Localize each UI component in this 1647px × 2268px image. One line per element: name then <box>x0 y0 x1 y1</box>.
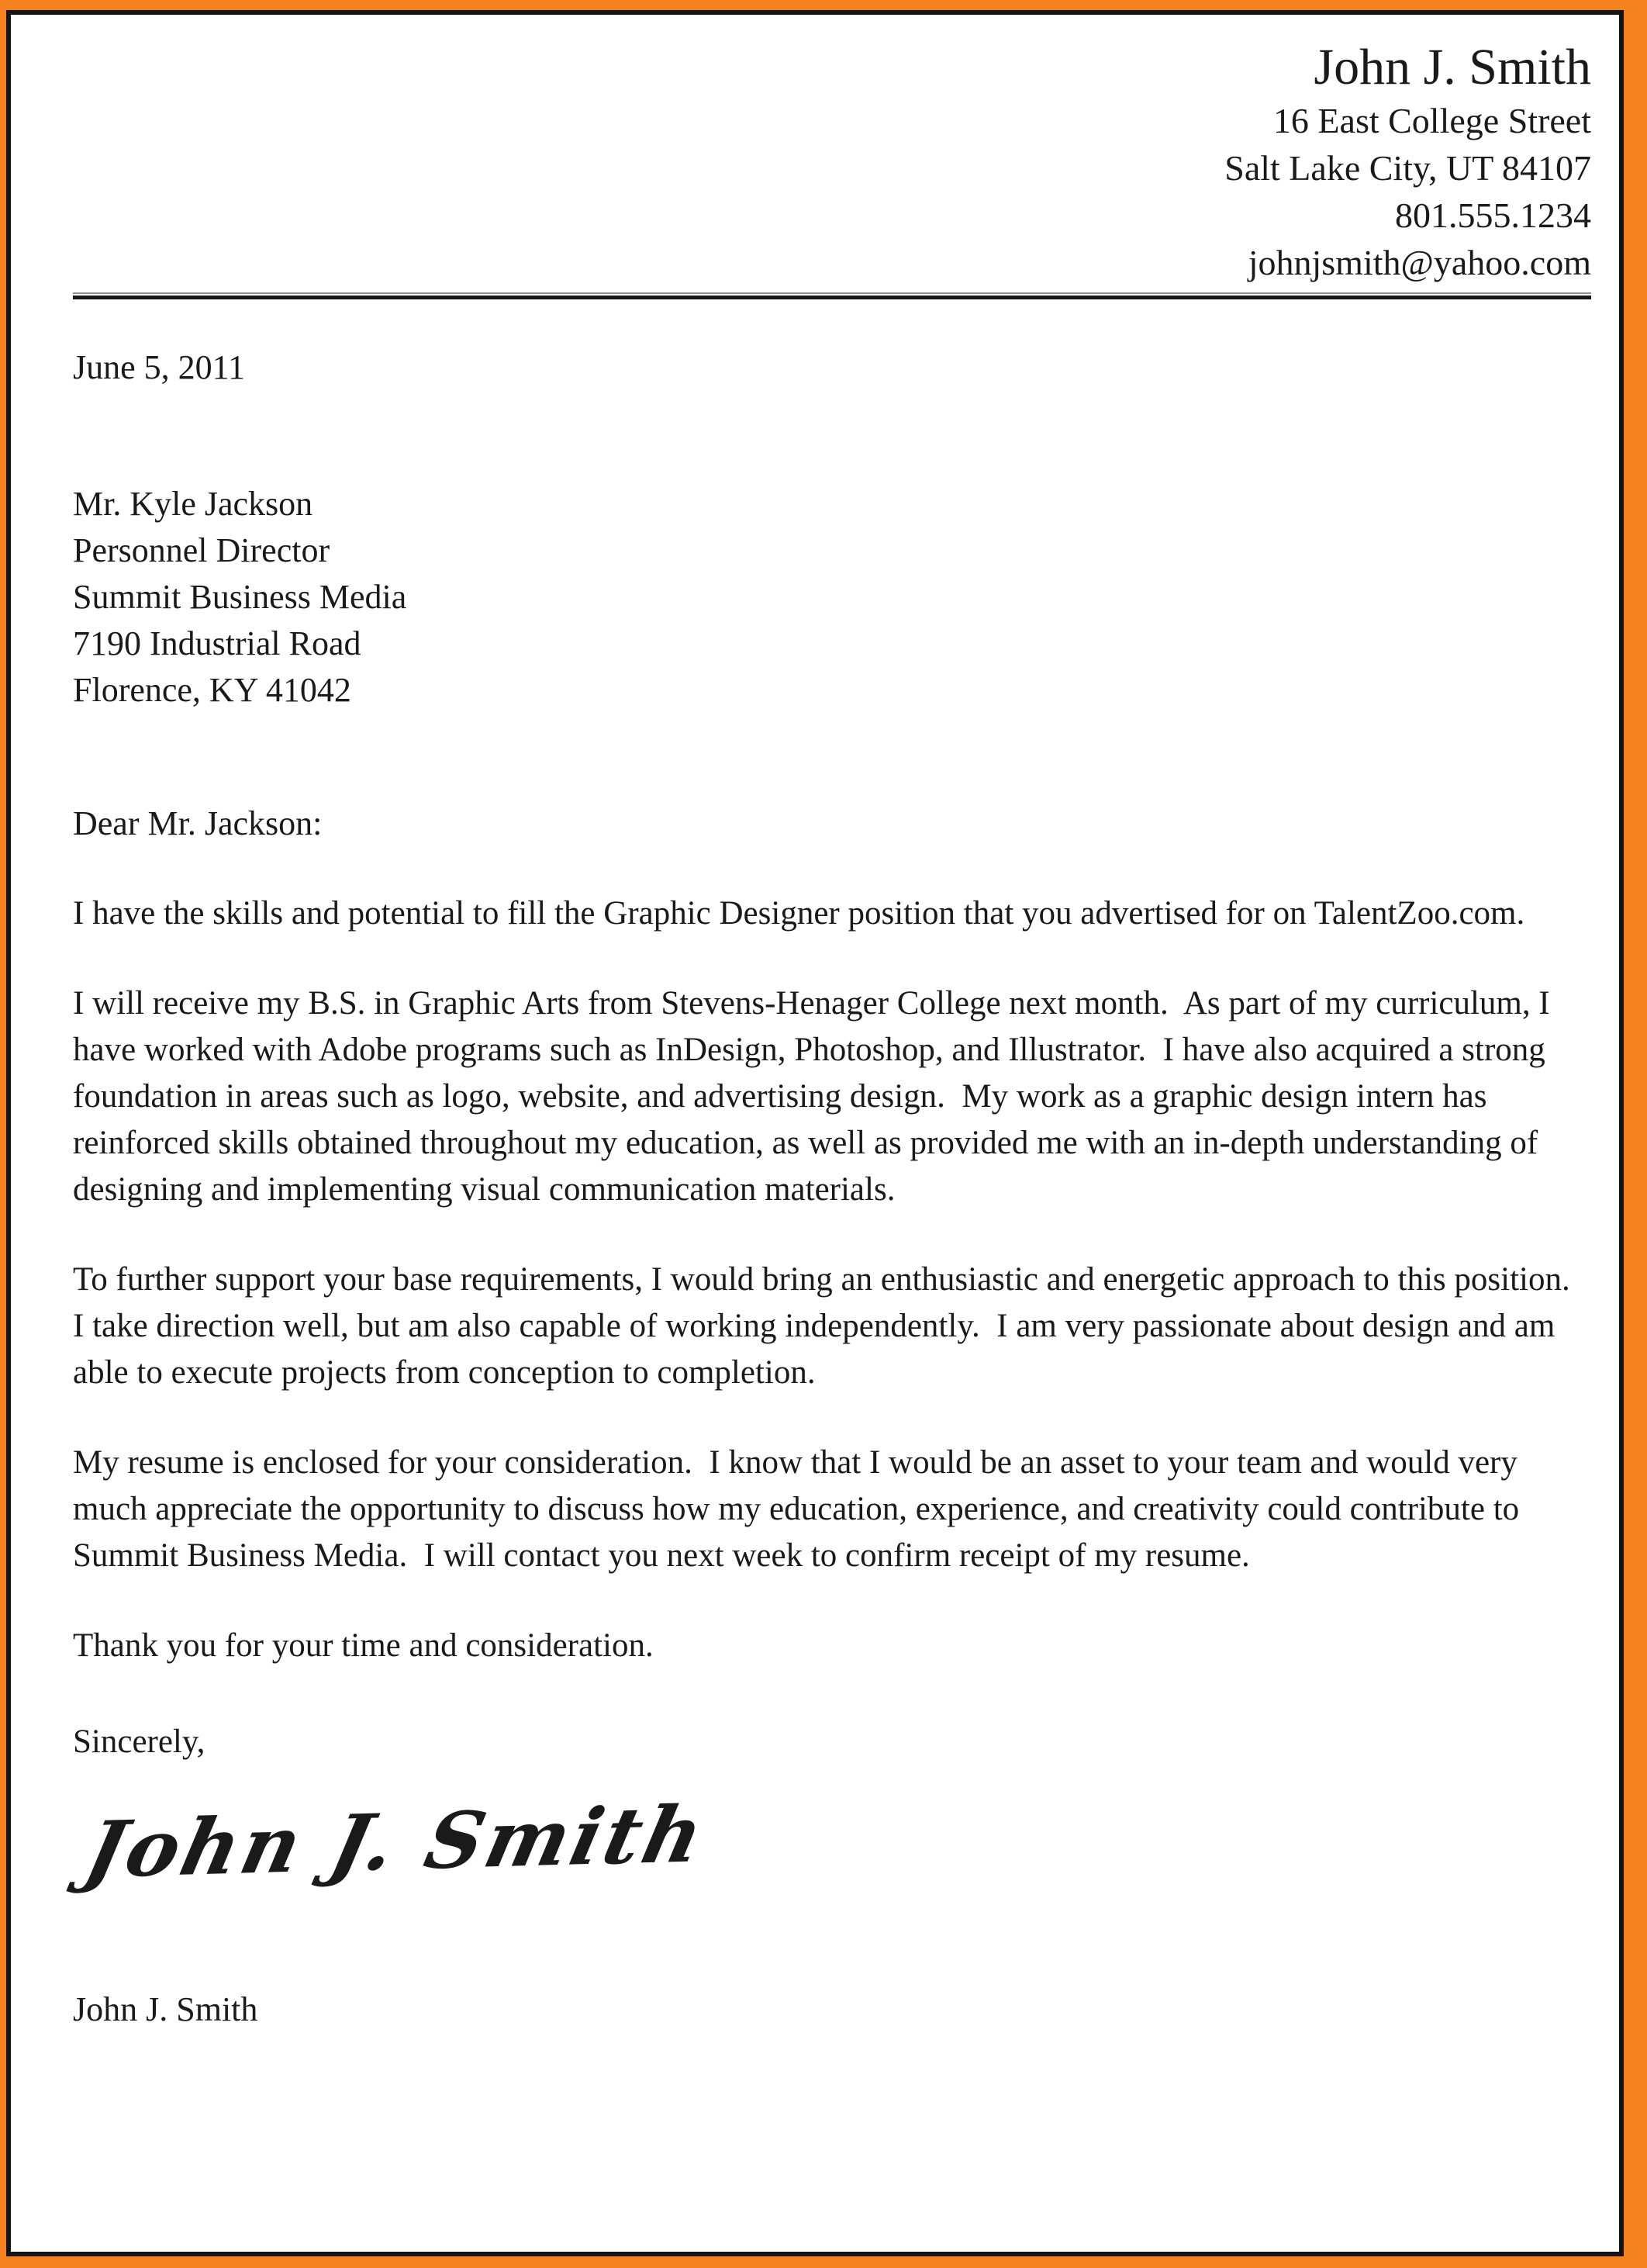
handwritten-signature: John J. Smith <box>77 1788 715 1896</box>
typed-signature-name: John J. Smith <box>73 1990 258 2028</box>
recipient-street: 7190 Industrial Road <box>73 624 361 662</box>
letterhead-divider-rule <box>73 292 1591 299</box>
sender-phone: 801.555.1234 <box>1395 195 1591 235</box>
closing-thanks: Thank you for your time and consideration. <box>73 1627 654 1664</box>
letter-date: June 5, 2011 <box>73 347 246 386</box>
salutation: Dear Mr. Jackson: <box>73 804 323 842</box>
body-paragraph-4: My resume is enclosed for your consideration. I know that I would be an asset to your team and would very much appreciate the opportunity to discuss how my education, experience, and creativity could contribute to Summit Business Media. I will contact you next week to confirm receipt of my resume. <box>73 1443 1528 1574</box>
body-paragraph-3: To further support your base requirements, I would bring an enthusiastic and energetic approach to this position. I take direction well, but am also capable of working independently. I am very passionate about design and am able to execute projects from conception to completion. <box>73 1260 1587 1391</box>
letterhead <box>73 38 1591 286</box>
letter-page <box>6 10 1624 2256</box>
sender-city-state-zip: Salt Lake City, UT 84107 <box>1224 147 1591 188</box>
sender-name: John J. Smith <box>1314 39 1591 95</box>
recipient-company: Summit Business Media <box>73 577 407 616</box>
recipient-title: Personnel Director <box>73 531 330 569</box>
recipient-name: Mr. Kyle Jackson <box>73 484 313 523</box>
valediction: Sincerely, <box>73 1723 205 1760</box>
body-paragraph-2: I will receive my B.S. in Graphic Arts from Stevens-Henager College next month. As part of my curriculum, I have worked with Adobe programs such as InDesign, Photoshop, and Illustrator. I have also acquired a strong foundation in areas such as logo, website, and advertising design. My work as a graphic design intern has reinforced skills obtained throughout my education, as well as provided me with an in-depth understanding of designing and implementing visual communication materials. <box>73 984 1559 1208</box>
recipient-address-block <box>73 481 1591 714</box>
sender-email: johnjsmith@yahoo.com <box>1248 242 1591 282</box>
recipient-city-state-zip: Florence, KY 41042 <box>73 670 351 709</box>
body-paragraph-1: I have the skills and potential to fill the Graphic Designer position that you advertised for on TalentZoo.com. <box>73 894 1525 932</box>
sender-street: 16 East College Street <box>1272 100 1591 140</box>
